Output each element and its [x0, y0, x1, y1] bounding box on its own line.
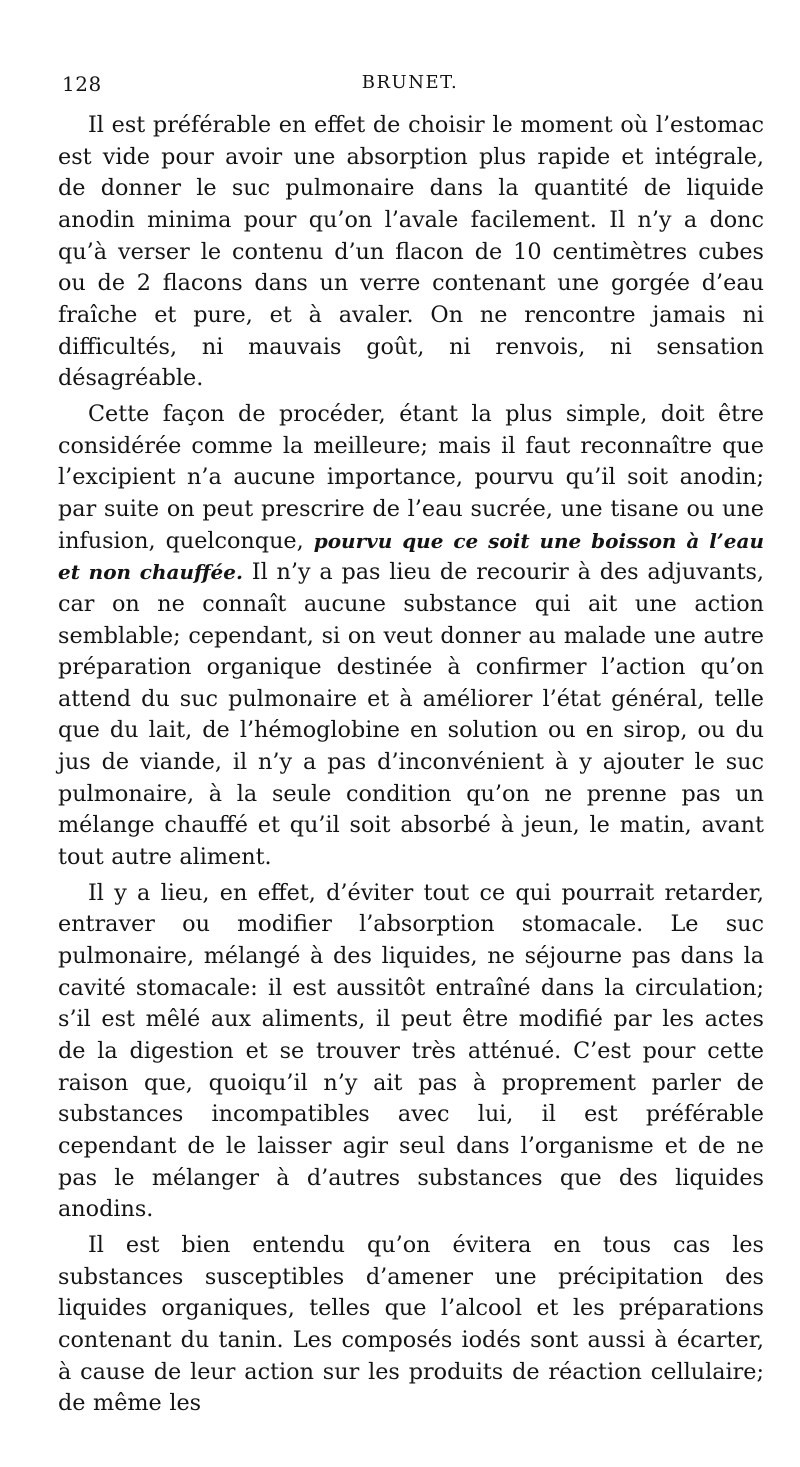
paragraph-2-text-before: Cette façon de procéder, étant la plus simple, doit être considérée comme la meilleure; mais il faut reconnaître que l’excipient n’a aucune importance, pourvu qu’il soit anodin; par suite on peut prescrire de l’eau sucrée, une tisane ou une infusion, quelconque, [58, 400, 764, 554]
page-header [58, 72, 762, 102]
paragraph-3: Il y a lieu, en effet, d’éviter tout ce qui pourrait retarder, entraver ou modifier l’absorption stomacale. Le suc pulmonaire, mélangé à des liquides, ne séjourne pas dans la cavité stomacale: il est aussitôt entraîné dans la circulation; s’il est mêlé aux aliments, il peut être modifié par les actes de la digestion et se trouver très atténué. C’est pour cette raison que, quoiqu’il n’y ait pas à proprement parler de substances incompatibles avec lui, il est préférable cependant de le laisser agir seul dans l’organisme et de ne pas le mélanger à d’autres substances que des liquides anodins. [58, 879, 764, 1223]
paragraph-2-text-after: Il n’y a pas lieu de recourir à des adjuvants, car on ne connaît aucune substance qui ait une action semblable; cependant, si on veut donner au malade une autre préparation organique destinée à confirmer l’action qu’on attend du suc pulmonaire et à améliorer l’état général, telle que du lait, de l’hémoglobine en solution ou en sirop, ou du jus de viande, il n’y a pas d’inconvénient à y ajouter le suc pulmonaire, à la seule condition qu’on ne prenne pas un mélange chauffé et qu’il soit absorbé à jeun, le matin, avant tout autre aliment. [58, 559, 765, 871]
paragraph-1: Il est préférable en effet de choisir le moment où l’estomac est vide pour avoir une absorption plus rapide et intégrale, de donner le suc pulmonaire dans la quantité de liquide anodin minima pour qu’on l’avale facilement. Il n’y a donc qu’à verser le contenu d’un flacon de 10 centimètres cubes ou de 2 flacons dans un verre contenant une gorgée d’eau fraîche et pure, et à avaler. On ne rencontre jamais ni difficultés, ni mauvais goût, ni renvois, ni sensation désagréable. [58, 112, 764, 392]
paragraph-4: Il est bien entendu qu’on évitera en tous cas les substances susceptibles d’amener une précipitation des liquides organiques, telles que l’alcool et les préparations contenant du tanin. Les composés iodés sont aussi à écarter, à cause de leur action sur les produits de réaction cellulaire; de même les [58, 1231, 764, 1417]
body-text [58, 110, 764, 1424]
italic-emphasis: pourvu que ce soit une boisson à l’eau et non chauffée. [58, 528, 764, 585]
running-head: BRUNET. [361, 72, 459, 93]
paragraph-2 [58, 399, 764, 874]
page-number: 128 [62, 72, 102, 96]
